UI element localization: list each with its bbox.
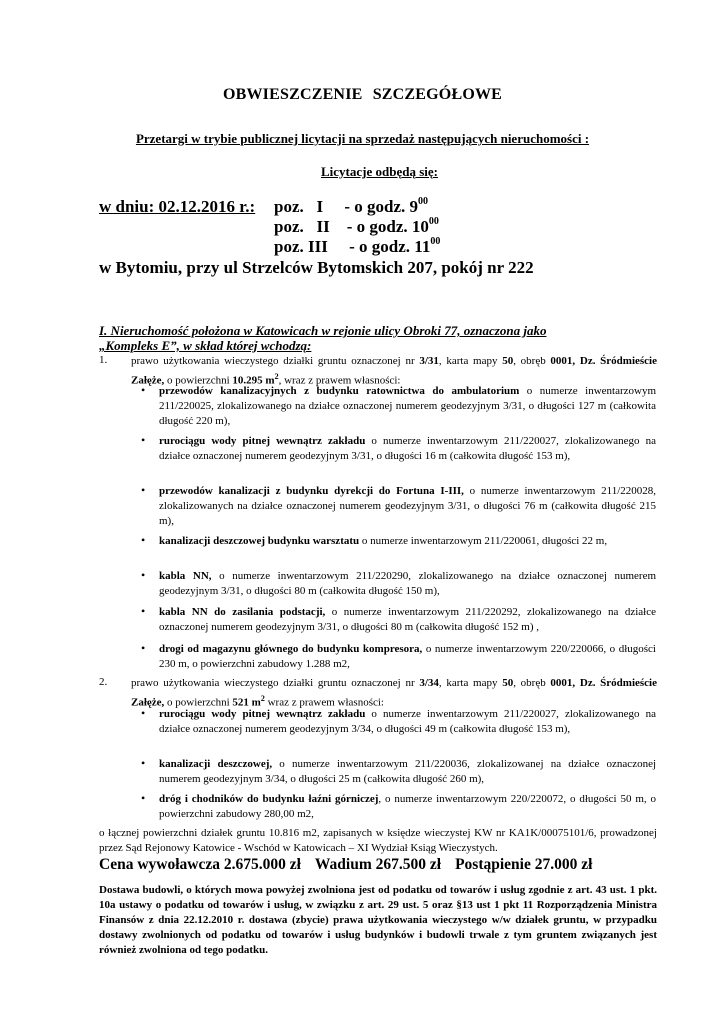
- bullet-icon: •: [141, 604, 146, 618]
- list-item: kabla NN do zasilania podstacji, o numerze inwentarzowym 211/220292, zlokalizowanego na działce oznaczonej numerem geodezyjnym 3/31, o długości 80 m (całkowita długość 152 m) ,: [159, 606, 656, 633]
- bullet-icon: •: [141, 568, 146, 582]
- auction-date: w dniu: 02.12.2016 r.:: [99, 197, 256, 216]
- bullet-icon: •: [141, 641, 146, 655]
- bid-increment: Postąpienie 27.000 zł: [455, 856, 593, 873]
- bullet-icon: •: [141, 706, 146, 720]
- list-item: kabla NN, o numerze inwentarzowym 211/220290, zlokalizowanego na działce oznaczonej numerem geodezyjnym 3/31, o długości 80 m (całkowita długość 150 m),: [159, 570, 657, 597]
- bullet-icon: •: [141, 383, 146, 397]
- section-heading-line2: „Kompleks E”, w skład której wchodzą:: [99, 338, 312, 353]
- summary-text: o łącznej powierzchni działek gruntu 10.816 m2, zapisanych w księdze wieczystej KW nr KA1K/00075101/6, prowadzonej przez Sąd Rejonowy Katowice - Wschód w Katowicach – XI Wydział Ksiąg Wieczystych.: [99, 827, 657, 854]
- item-number: 1.: [99, 354, 108, 366]
- bullet-icon: •: [141, 756, 146, 770]
- bullet-icon: •: [141, 483, 146, 497]
- item-intro: prawo użytkowania wieczystego działki gruntu oznaczonej nr 3/31, karta mapy 50, obręb 0001, Dz. Śródmieście Załęże, o powierzchni 10.295 $m^2$, wraz z prawem własności:: [131, 355, 657, 387]
- bullet-icon: •: [141, 791, 146, 805]
- list-item: kanalizacji deszczowej budynku warsztatu o numerze inwentarzowym 211/220061, długości 22 m,: [159, 535, 608, 547]
- starting-price: Cena wywoławcza 2.675.000 zł: [99, 856, 301, 873]
- section-heading: I. Nieruchomość położona w Katowicach w rejonie ulicy Obroki 77, oznaczona jako: [99, 323, 547, 338]
- bullet-icon: •: [141, 533, 146, 547]
- schedule-row: poz. I - o godz. $9^{00}$: [274, 196, 429, 216]
- list-item: dróg i chodników do budynku łaźni górniczej, o numerze inwentarzowym 220/220072, o długości 50 m, o powierzchni zabudowy 280,00 m2,: [159, 793, 656, 820]
- schedule-row: poz. III - o godz. $11^{00}$: [274, 236, 441, 256]
- subtitle: Przetargi w trybie publicznej licytacji na sprzedaż następujących nieruchomości :: [135, 131, 590, 146]
- deposit: Wadium 267.500 zł: [314, 856, 442, 873]
- auction-place: w Bytomiu, przy ul Strzelców Bytomskich 207, pokój nr 222: [99, 258, 534, 277]
- list-item: rurociągu wody pitnej wewnątrz zakładu o numerze inwentarzowym 211/220027, zlokalizowanego na działce oznaczonej numerem geodezyjnym 3/34, o długości 49 m (całkowita długość 153 m),: [159, 708, 656, 735]
- list-item: kanalizacji deszczowej, o numerze inwentarzowym 211/220036, zlokalizowanej na działce oznaczonej numerem geodezyjnym 3/34, o długości 25 m (całkowita długość 260 m),: [159, 758, 657, 785]
- auction-label: Licytacje odbędą się:: [321, 164, 438, 179]
- item-intro: prawo użytkowania wieczystego działki gruntu oznaczonej nr 3/34, karta mapy 50, obręb 0001, Dz. Śródmieście Załęże, o powierzchni 521 $m^2$ wraz z prawem własności:: [131, 677, 657, 709]
- item-number: 2.: [99, 676, 108, 688]
- page-title: OBWIESZCZENIE SZCZEGÓŁOWE: [222, 86, 503, 103]
- list-item: przewodów kanalizacyjnych z budynku ratownictwa do ambulatorium o numerze inwentarzowym 211/220025, zlokalizowanego na działce oznaczonej numerem geodezyjnym 3/31, o długości 127 m (całkowita długość 220 m),: [159, 385, 656, 427]
- list-item: rurociągu wody pitnej wewnątrz zakładu o numerze inwentarzowym 211/220027, zlokalizowanego na działce oznaczonej numerem geodezyjnym 3/31, o długości 16 m (całkowita długość 153 m),: [159, 435, 656, 462]
- tax-note: Dostawa budowli, o których mowa powyżej zwolniona jest od podatku od towarów i usług zgodnie z art. 43 ust. 1 pkt. 10a ustawy o podatku od towarów i usług, w związku z art. 29 ust. 5 oraz §13 ust 1 pkt 11 Rozporządzenia Ministra Finansów z dnia 22.12.2010 r. dostawa (zbycie) prawa użytkowania wieczystego w/w działek gruntu, w przypadku dostawy zwolnionych od podatku od towarów i usług budynków i budowli trwale z tym gruntem związanych jest również zwolniona od tego podatku.: [99, 884, 657, 956]
- list-item: przewodów kanalizacji z budynku dyrekcji do Fortuna I-III, o numerze inwentarzowym 211/220028, zlokalizowanych na działce oznaczonej numerem geodezyjnym 3/31, o długości 76 m (całkowita długość 215 m),: [159, 485, 657, 527]
- schedule-row: poz. II - o godz. $10^{00}$: [274, 216, 439, 236]
- list-item: drogi od magazynu głównego do budynku kompresora, o numerze inwentarzowym 220/220066, o długości 230 m, o powierzchni zabudowy 1.288 m2,: [159, 643, 656, 670]
- price-line: [99, 856, 592, 874]
- bullet-icon: •: [141, 433, 146, 447]
